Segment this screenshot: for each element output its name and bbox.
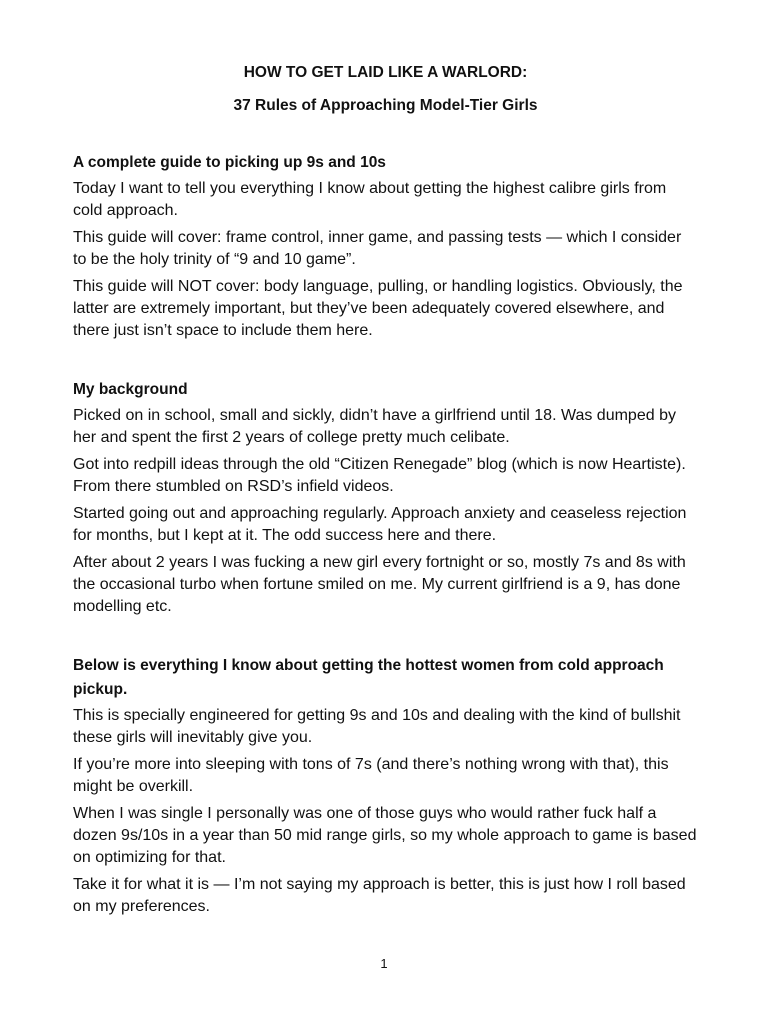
section-everything-i-know	[73, 654, 698, 918]
paragraph: This guide will cover: frame control, inner game, and passing tests — which I consider to be the holy trinity of “9 and 10 game”.	[73, 229, 682, 268]
paragraph: Today I want to tell you everything I know about getting the highest calibre girls from cold approach.	[73, 180, 667, 219]
section-heading: My background	[73, 381, 188, 398]
paragraph: Got into redpill ideas through the old “Citizen Renegade” blog (which is now Heartiste). From there stumbled on RSD’s infield videos.	[73, 456, 686, 495]
paragraph: Take it for what it is — I’m not saying my approach is better, this is just how I roll based on my preferences.	[73, 876, 686, 915]
paragraph: If you’re more into sleeping with tons of 7s (and there’s nothing wrong with that), this might be overkill.	[73, 756, 669, 795]
paragraph: Picked on in school, small and sickly, didn’t have a girlfriend until 18. Was dumped by her and spent the first 2 years of college pretty much celibate.	[73, 407, 676, 446]
document-title: HOW TO GET LAID LIKE A WARLORD:	[243, 64, 528, 81]
section-background	[73, 378, 698, 618]
document-subtitle: 37 Rules of Approaching Model-Tier Girls	[233, 97, 538, 114]
paragraph: After about 2 years I was fucking a new girl every fortnight or so, mostly 7s and 8s with the occasional turbo when fortune smiled on me. My current girlfriend is a 9, has done modelling etc.	[73, 554, 686, 615]
paragraph: This guide will NOT cover: body language, pulling, or handling logistics. Obviously, the latter are extremely important, but they’ve been adequately covered elsewhere, and there just isn’t space to include them here.	[73, 278, 683, 339]
page-number: 1	[380, 956, 388, 971]
section-complete-guide	[73, 151, 698, 342]
document-page	[73, 62, 698, 923]
paragraph: Started going out and approaching regularly. Approach anxiety and ceaseless rejection for months, but I kept at it. The odd success here and there.	[73, 505, 687, 544]
paragraph: When I was single I personally was one of those guys who would rather fuck half a dozen 9s/10s in a year than 50 mid range girls, so my whole approach to game is based on optimizing for that.	[73, 805, 697, 866]
section-heading: A complete guide to picking up 9s and 10s	[73, 154, 386, 171]
section-heading: Below is everything I know about getting the hottest women from cold approach pickup.	[73, 657, 664, 698]
paragraph: This is specially engineered for getting 9s and 10s and dealing with the kind of bullshit these girls will inevitably give you.	[73, 707, 681, 746]
